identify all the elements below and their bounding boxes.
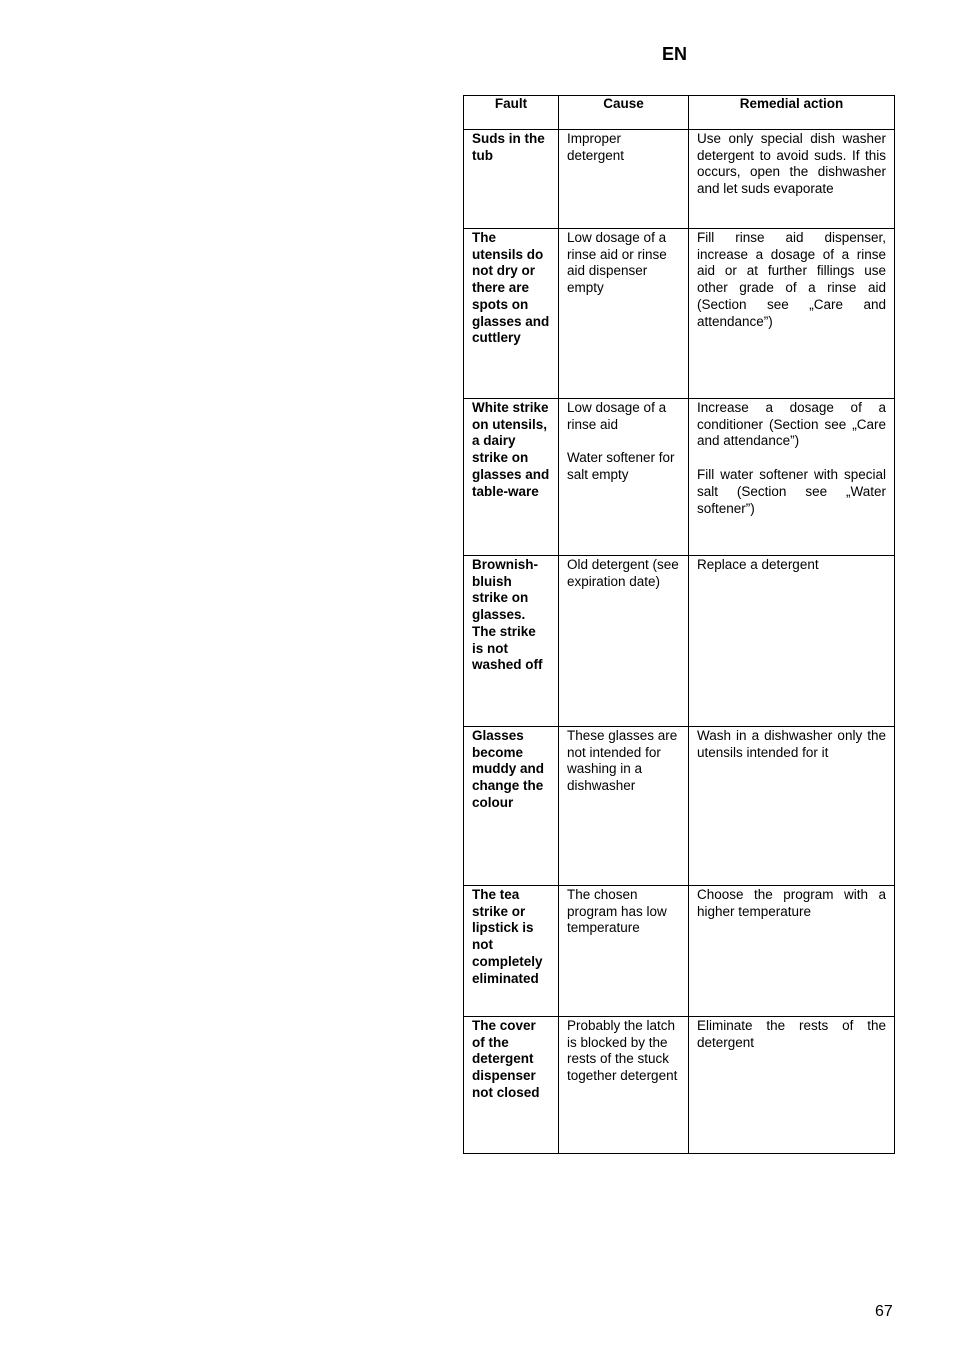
action-text: Increase a dosage of a conditioner (Section see „Care and attendance”): [697, 400, 886, 449]
fault-cell: The cover of the detergent dispenser not closed: [464, 1017, 559, 1154]
fault-cell: Suds in the tub: [464, 130, 559, 229]
fault-cell: White strike on utensils, a dairy strike on glasses and table-ware: [464, 399, 559, 556]
fault-cell: The utensils do not dry or there are spots on glasses and cuttlery: [464, 229, 559, 399]
table-row: [464, 399, 895, 556]
cause-text: The chosen program has low temperature: [567, 887, 667, 936]
action-text: Replace a detergent: [697, 557, 819, 572]
fault-cell: Glasses become muddy and change the colour: [464, 727, 559, 886]
cause-text: Water softener for salt empty: [567, 450, 675, 483]
remedial-action-cell: [689, 229, 895, 399]
table-row: [464, 727, 895, 886]
troubleshooting-table: [463, 95, 895, 1154]
cause-text: Old detergent (see expiration date): [567, 557, 679, 589]
column-header-cause: Cause: [559, 96, 689, 130]
cause-text: Probably the latch is blocked by the rests of the stuck together detergent: [567, 1018, 678, 1084]
cause-text: Low dosage of a rinse aid or rinse aid dispenser empty: [567, 230, 667, 296]
remedial-action-cell: [689, 727, 895, 886]
cause-cell: [559, 886, 689, 1017]
cause-cell: [559, 229, 689, 399]
remedial-action-cell: [689, 556, 895, 727]
table-row: [464, 229, 895, 399]
action-text: Eliminate the rests of the detergent: [697, 1018, 886, 1050]
action-text: Use only special dish washer detergent to avoid suds. If this occurs, open the dishwasher and let suds evaporate: [697, 131, 886, 197]
table-row: [464, 556, 895, 727]
remedial-action-cell: [689, 886, 895, 1017]
cause-text: Improper detergent: [567, 131, 625, 163]
column-header-remedial-action: Remedial action: [689, 96, 895, 130]
remedial-action-cell: [689, 1017, 895, 1154]
action-text: Choose the program with a higher temperature: [697, 887, 886, 919]
action-text: Wash in a dishwasher only the utensils intended for it: [697, 728, 886, 760]
cause-cell: [559, 556, 689, 727]
cause-cell: [559, 1017, 689, 1154]
table-row: [464, 1017, 895, 1154]
column-header-fault: Fault: [464, 96, 559, 130]
remedial-action-cell: [689, 130, 895, 229]
cause-text: These glasses are not intended for washing in a dishwasher: [567, 728, 678, 794]
fault-cell: The tea strike or lipstick is not completely eliminated: [464, 886, 559, 1017]
table-row: [464, 130, 895, 229]
table-row: [464, 886, 895, 1017]
cause-cell: [559, 399, 689, 556]
cause-text: Low dosage of a rinse aid: [567, 400, 667, 432]
cause-cell: [559, 130, 689, 229]
remedial-action-cell: [689, 399, 895, 556]
page-number: 67: [875, 1303, 893, 1320]
action-text: Fill water softener with special salt (Section see „Water softener”): [697, 467, 886, 516]
cause-cell: [559, 727, 689, 886]
language-code: EN: [662, 44, 688, 64]
fault-cell: Brownish-bluish strike on glasses. The strike is not washed off: [464, 556, 559, 727]
action-text: Fill rinse aid dispenser, increase a dosage of a rinse aid or at further fillings use other grade of a rinse aid (Section see „Care and attendance”): [697, 230, 886, 329]
table-header-row: [464, 96, 895, 130]
